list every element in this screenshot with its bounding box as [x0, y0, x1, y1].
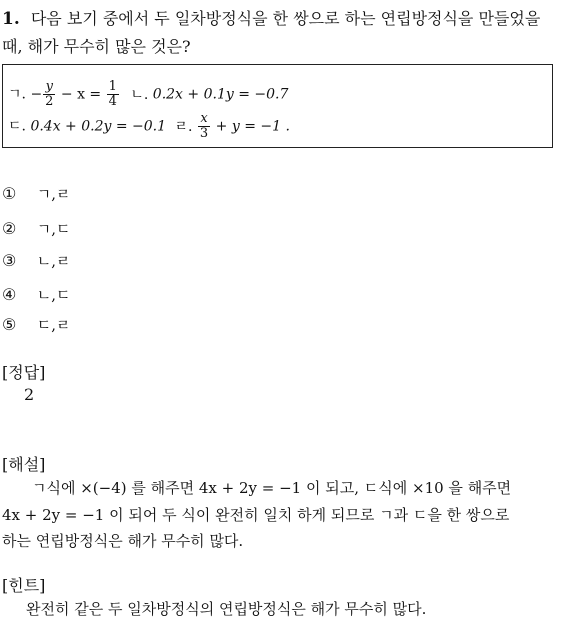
question-text-2: 때, 해가 무수히 많은 것은?	[2, 37, 191, 56]
question-line-1	[2, 6, 540, 29]
equation-row-1: ㄱ. − $\frac{y}{2}$ − x = $\frac{1}{4}$ ㄴ. 0.2x + 0.1y = −0.7	[8, 79, 289, 109]
option-3-marker: ③	[2, 251, 17, 270]
eq-d-frac-den: 3	[199, 126, 209, 141]
explanation-line-3: 하는 연립방정식은 해가 무수히 많다.	[2, 532, 244, 550]
option-2-text: ㄱ,ㄷ	[36, 220, 71, 238]
option-3-text: ㄴ,ㄹ	[36, 252, 71, 270]
option-1[interactable]	[2, 183, 71, 204]
option-4-text: ㄴ,ㄷ	[36, 286, 71, 304]
explanation-heading: [해설]	[2, 455, 46, 474]
option-2[interactable]	[2, 218, 71, 239]
eq-a-fraction-1	[43, 80, 55, 109]
eq-a-frac2-num: 1	[108, 79, 117, 94]
eq-b: 0.2x + 0.1y = −0.7	[152, 86, 289, 103]
option-5-marker: ⑤	[2, 315, 17, 334]
option-5[interactable]	[2, 314, 71, 335]
option-1-text: ㄱ,ㄹ	[36, 185, 71, 203]
eq-a-marker: ㄱ.	[8, 86, 26, 103]
explanation-line-1: ㄱ식에 ×(−4) 를 해주면 4x + 2y = −1 이 되고, ㄷ식에 ×10 을 해주면	[32, 479, 512, 497]
eq-d-frac-num: x	[198, 112, 210, 127]
answer-value: 2	[24, 385, 35, 404]
option-2-marker: ②	[2, 219, 17, 238]
eq-a-fraction-2	[107, 80, 119, 109]
option-4-marker: ④	[2, 285, 17, 304]
eq-c-marker: ㄷ.	[8, 118, 26, 135]
eq-a-mid: − x =	[60, 86, 102, 103]
option-3[interactable]	[2, 250, 71, 271]
hint-heading: [힌트]	[2, 576, 46, 595]
option-5-text: ㄷ,ㄹ	[36, 316, 71, 334]
eq-a-frac2-den: 4	[108, 94, 117, 109]
eq-a-frac1-num: y	[43, 80, 55, 95]
eq-d-marker: ㄹ.	[174, 118, 193, 135]
option-1-marker: ①	[2, 184, 17, 203]
equation-row-2	[8, 112, 290, 141]
eq-a-frac1-den: 2	[45, 94, 54, 109]
question-number: 1.	[2, 9, 20, 29]
eq-b-marker: ㄴ.	[130, 86, 149, 103]
option-4[interactable]	[2, 284, 71, 305]
answer-heading: [정답]	[2, 363, 46, 382]
eq-d-rest: + y = −1 .	[215, 118, 290, 135]
eq-d-fraction	[198, 112, 210, 141]
hint-text: 완전히 같은 두 일차방정식의 연립방정식은 해가 무수히 많다.	[26, 600, 427, 618]
eq-c: 0.4x + 0.2y = −0.1	[30, 118, 167, 135]
question-text-1: 다음 보기 중에서 두 일차방정식을 한 쌍으로 하는 연립방정식을 만들었을	[30, 9, 541, 28]
explanation-line-2: 4x + 2y = −1 이 되어 두 식이 완전히 일치 하게 되므로 ㄱ과 ㄷ을 한 쌍으로	[2, 506, 510, 524]
